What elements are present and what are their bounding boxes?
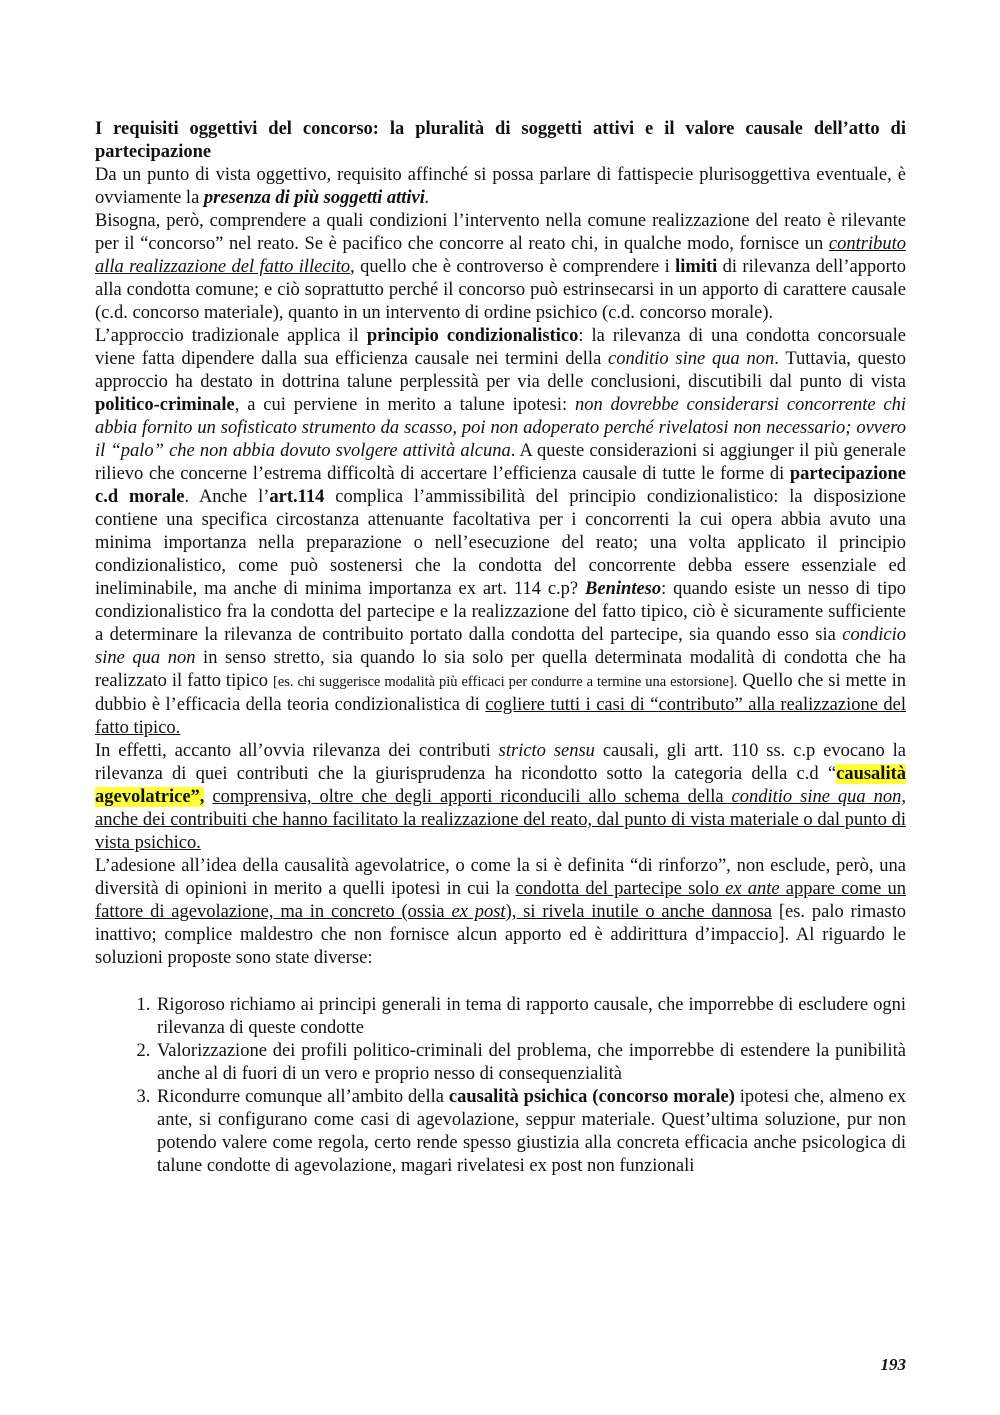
text-run: : quando esiste un nesso di tipo condizionalistico fra la condotta del partecipe e la realizzazione del fatto tipico, ciò è sicuramente sufficiente a determinare la rilevanza de contribuito portato dalla condotta del partecipe, sia quando esso sia [95,579,906,645]
section-heading: I requisiti oggettivi del concorso: la pluralità di soggetti attivi e il valore causale dell’atto di partecipazione [95,119,906,162]
bold-text: partecipazione c.d morale [95,464,906,507]
page-number: 193 [880,1355,906,1374]
text-run: di rilevanza dell’apporto alla condotta comune; e ciò soprattutto perché il concorso può estrinsecarsi in un apporto di carattere causale (c.d. concorso materiale), quanto in un intervento di ordine psichico (c.d. concorso morale). [95,257,906,323]
text-run: . A queste considerazioni si aggiunger il più generale rilievo che concerne l’estrema difficoltà di accertare l’efficienza causale di tutte le forme di [95,441,906,484]
text-run: ipotesi che, almeno ex ante, si configurano come casi di agevolazione, seppur materiale. Quest’ultima soluzione, pur non potendo valere come regola, certo rende spesso giustizia alla concreta efficacia anche psicologica di talune condotte di agevolazione, magari rivelatesi ex post non funzionali [157,1087,906,1176]
bold-italic-text: Beninteso [585,579,662,599]
text-run: [es. palo rimasto inattivo; complice maldestro che non fornisce alcun apporto ed è addirittura d’impaccio]. Al riguardo le soluzioni proposte sono state diverse: [95,902,907,968]
text-run: Quello che si mette in dubbio è l’efficacia della teoria condizionalistica di [95,671,906,715]
text-run: In effetti, accanto all’ovvia rilevanza dei contributi [95,741,499,761]
document-body [95,118,906,1178]
text-run: L’approccio tradizionale applica il [95,326,367,346]
text-run: in senso stretto, sia quando lo sia solo per quella determinata modalità di condotta che ha realizzato il fatto tipico [95,648,906,691]
underlined-text: comprensiva, oltre che degli apporti riconducili allo schema della [212,787,732,807]
paragraph-reinforcement [95,855,906,970]
underlined-text: ), si rivela inutile o anche dannosa [505,902,773,922]
text-run: , quello che è controverso è comprendere i [350,257,676,277]
bold-text: art.114 [269,487,325,507]
text-run: . [424,188,430,208]
list-item-text: Valorizzazione dei profili politico-criminali del problema, che imporrebbe di estendere la punibilità anche al di fuori di un vero e proprio nesso di consequenzialità [157,1041,906,1084]
underlined-italic-text: ex post [451,902,506,922]
emphasis-text: presenza di più soggetti attivi [203,188,425,208]
italic-text: conditio sine qua non [608,349,775,369]
highlighted-text: causalità agevolatrice”, [95,764,906,807]
paragraph-contribution-limits [95,210,906,325]
bold-text: politico-criminale [95,395,235,415]
underlined-text: condotta del partecipe solo [515,879,726,899]
underlined-text: appare come un fattore di agevolazione, ma in concreto (ossia [95,879,906,922]
text-run: , a cui perviene in merito a talune ipotesi: [234,395,575,415]
text-run: Bisogna, però, comprendere a quali condizioni l’intervento nella comune realizzazione del reato è rilevante per il “concorso” nel reato. Se è pacifico che concorre al reato chi, in qualche modo, fornisce un [95,211,906,254]
text-run: : la rilevanza di una condotta concorsuale viene fatta dipendere dalla sua efficienza causale nei termini della [95,326,906,369]
text-run: complica l’ammissibilità del principio condizionalistico: la disposizione contiene una specifica circostanza attenuante facoltativa per i concorrenti la cui opera abbia avuto una minima importanza nella preparazione o nell’esecuzione del reato; una volta applicato il principio condizionalistico, come può sostenersi che la condotta del concorrente debba essere essenziale ed ineliminabile, ma anche di minima importanza ex art. 114 c.p? [95,487,906,599]
list-item [155,994,906,1040]
bold-text: limiti [675,257,718,277]
underlined-text: anche dei contribuiti che hanno facilitato la realizzazione del reato, dal punto di vista materiale o dal punto di vista psichico. [95,810,906,853]
list-item [155,1040,906,1086]
small-text-note: [es. chi suggerisce modalità più efficaci per condurre a termine una estorsione]. [273,674,738,690]
italic-text: stricto sensu [498,741,595,761]
underlined-italic-text: contributo alla realizzazione del fatto illecito [95,234,906,277]
text-run: . Tuttavia, questo approccio ha destato in dottrina talune perplessità per via delle conclusioni, discutibili dal punto di vista [95,349,906,392]
list-item-text: Rigoroso richiamo ai principi generali in tema di rapporto causale, che imporrebbe di escludere ogni rilevanza di queste condotte [157,995,906,1038]
underlined-italic-text: ex ante [725,879,780,899]
paragraph-facilitating-causality [95,740,906,855]
italic-text: non dovrebbe considerarsi concorrente chi abbia fornito un sofisticato strumento da scasso, poi non adoperato perché rivelatosi non necessario; ovvero il “palo” che non abbia dovuto svolgere attività alcuna [95,395,907,461]
paragraph-conditional-principle [95,325,906,740]
solutions-list [95,994,906,1178]
text-run: Da un punto di vista oggettivo, requisito affinché si possa parlare di fattispecie plurisoggettiva eventuale, è ovviamente la [95,165,906,208]
list-item [155,1086,906,1178]
bold-text: causalità psichica (concorso morale) [448,1087,735,1107]
italic-text: condicio sine qua non [95,625,906,668]
text-run: Ricondurre comunque all’ambito della [157,1087,449,1107]
paragraph-objective-requirement [95,164,906,210]
text-run: causali, gli artt. 110 ss. c.p evocano la rilevanza di quei contributi che la giurisprudenza ha ricondotto sotto la categoria della c.d “ [95,741,907,784]
text-run: L’adesione all’idea della causalità agevolatrice, o come la si è definita “di rinforzo”, non esclude, però, una diversità di opinioni in merito a quelli ipotesi in cui la [95,856,906,899]
underlined-italic-text: conditio sine qua non, [731,787,906,807]
underlined-text: cogliere tutti i casi di “contributo” alla realizzazione del fatto tipico. [95,695,906,738]
text-run: . Anche l’ [184,487,270,507]
bold-text: principio condizionalistico [366,326,579,346]
